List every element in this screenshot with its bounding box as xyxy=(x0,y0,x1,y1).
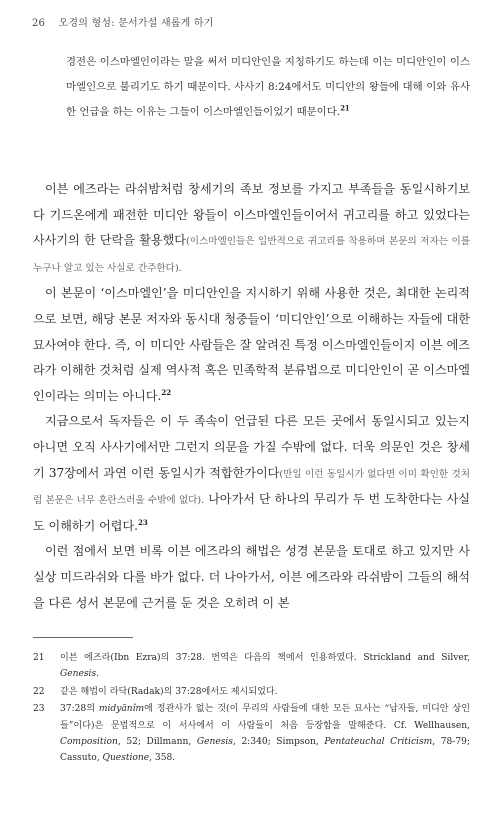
paragraph-1-aside: (이스마엘인들은 일반적으로 귀고리를 착용하며 본문의 저자는 이를 누구나 알고 있는 사실로 간주한다). xyxy=(33,236,470,274)
paragraph-2 xyxy=(33,281,470,409)
footnote-italic: midyānîm xyxy=(98,704,145,715)
paragraph-4 xyxy=(33,539,470,616)
footnote-segment: , 78-79; Cassuto, xyxy=(60,737,470,764)
footnote-segment: , 52; Dillmann, xyxy=(117,737,197,748)
running-title: 오경의 형성: 문서가설 새롭게 하기 xyxy=(58,18,214,29)
footnote-italic: Pentateuchal Criticism xyxy=(324,737,433,748)
footnotes xyxy=(33,650,470,768)
quote-text: 경전은 이스마엘인이라는 말을 써서 미디안인을 지칭하기도 하는데 이는 미디안인이 이스마엘인으로 불리기도 하기 때문이다. 사사기 8:24에서도 미디안의 왕들에 대해 이와 유사한 언급을 하는 이유는 그들이 이스마엘인들이었기 때문이다. xyxy=(66,56,470,119)
footnote-text xyxy=(60,701,470,767)
footnote-segment: 이븐 에즈라(Ibn Ezra)의 37:28. 번역은 다음의 책에서 인용하였다. Strickland and Silver, xyxy=(60,653,470,663)
footnote-italic: Genesis xyxy=(60,669,97,680)
footnote-23 xyxy=(33,701,470,767)
footnote-segment: , 358. xyxy=(149,753,176,764)
footnote-divider xyxy=(33,637,133,638)
footnote-text: 같은 해법이 라닥(Radak)의 37:28에서도 제시되었다. xyxy=(60,686,278,697)
paragraph-3-end: 나아가서 단 하나의 무리가 두 번 도착한다는 사실도 이해하기 어렵다. xyxy=(33,492,471,533)
footnote-segment: 에 정관사가 없는 것(이 무리의 사람들에 대한 모든 묘사는 “납자들, 미디안 상인들”이다)은 문법적으로 이 서사에서 이 사람들이 처음 등장함을 말해준다. Cf. Wellhausen, xyxy=(60,704,470,731)
footnote-21 xyxy=(33,650,470,683)
footnote-ref-21[interactable]: 21 xyxy=(340,103,350,113)
footnote-22 xyxy=(33,684,470,700)
running-header xyxy=(32,14,472,29)
paragraph-1 xyxy=(33,177,470,281)
paragraph-3 xyxy=(33,409,470,539)
paragraph-3-aside: (만일 이런 동일시가 없다면 이미 확인한 것처럼 본문은 너무 혼란스러울 수밖에 없다). xyxy=(33,468,470,507)
block-quote xyxy=(66,50,470,126)
paragraph-4-text: 이런 점에서 보면 비록 이븐 에즈라의 해법은 성경 본문을 토대로 하고 있지만 사실상 미드라쉬와 다를 바가 없다. 더 나아가서, 이븐 에즈라와 라쉬밤이 그들의 해석을 다른 성서 본문에 근거를 둔 것은 오히려 이 본 xyxy=(33,544,470,610)
footnote-number: 21 xyxy=(33,653,45,663)
paragraph-2-text: 이 본문이 ‘이스마엘인’을 미디안인을 지시하기 위해 사용한 것은, 최대한 논리적으로 보면, 해당 본문 저자와 동시대 청중들이 ‘미디안인’으로 이해하는 자들에 대한 묘사여야 한다. 즉, 이 미디안 사람들은 잘 알려진 특정 이스마엘인들이지 이븐 에즈라가 이해한 것처럼 실제 역사적 혹은 민족학적 분류법으로 미디안인이 곧 이스마엘인이라는 의미는 아니다. xyxy=(33,286,470,403)
footnote-number: 23 xyxy=(33,704,45,715)
paragraph-3-main: 지금으로서 독자들은 이 두 족속이 언급된 다른 모든 곳에서 동일시되고 있는지 아니면 오직 사사기에서만 그런지 의문을 가질 수밖에 없다. 더욱 의문인 것은 창세기 37장에서 과연 이런 동일시가 적합한가이다 xyxy=(33,414,470,480)
page-number: 26 xyxy=(32,18,46,29)
footnote-italic: Genesis xyxy=(196,737,233,748)
footnote-ref-23[interactable]: 23 xyxy=(138,517,148,527)
footnote-segment: 37:28의 xyxy=(60,704,99,715)
footnote-number: 22 xyxy=(33,686,45,697)
footnote-italic: Questione xyxy=(102,753,150,764)
footnote-text xyxy=(60,650,470,683)
footnote-segment: , 2:340; Simpson, xyxy=(232,737,325,748)
footnote-italic: Composition xyxy=(60,737,118,748)
paragraph-1-main: 이븐 에즈라는 라쉬밤처럼 창세기의 족보 정보를 가지고 부족들을 동일시하기보다 기드온에게 패전한 미디안 왕들이 이스마엘인들이어서 귀고리를 하고 있었다는 사사기의 한 단락을 활용했다 xyxy=(33,182,470,248)
footnote-segment: . xyxy=(96,669,100,680)
footnote-ref-22[interactable]: 22 xyxy=(161,387,172,397)
body-text xyxy=(33,177,470,616)
